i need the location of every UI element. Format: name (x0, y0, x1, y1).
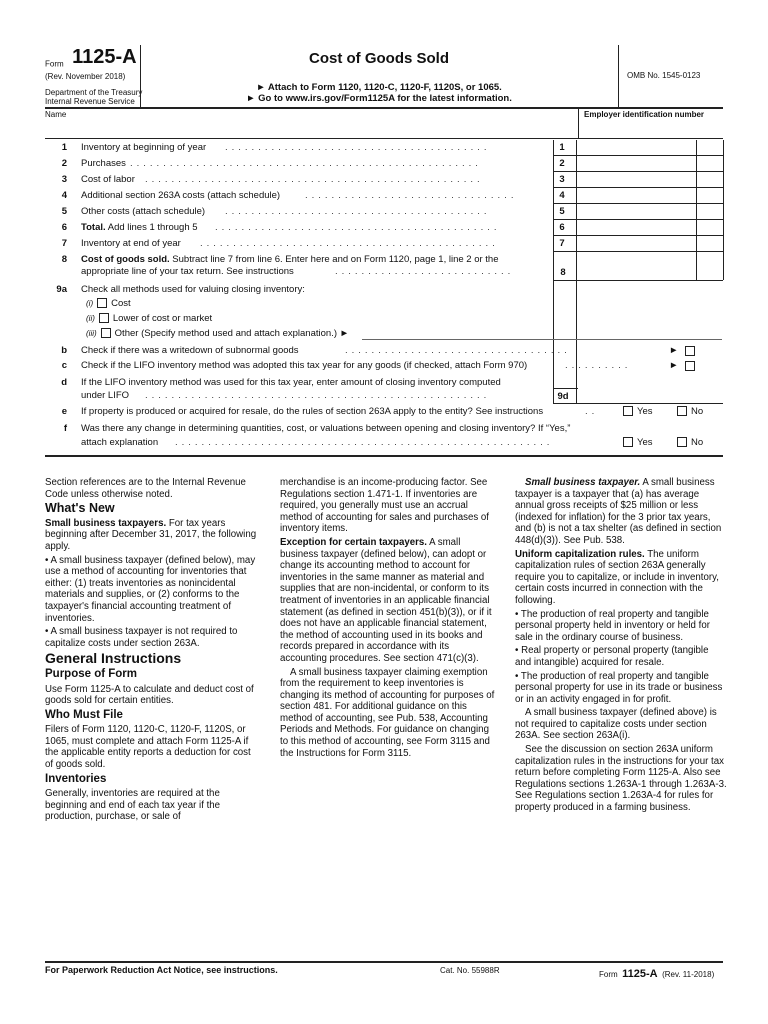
yes-checkbox[interactable] (623, 406, 633, 416)
lower-cost-market-checkbox[interactable] (99, 313, 109, 323)
heading-whats-new: What's New (45, 501, 115, 516)
footer-form-id: Form 1125-A (Rev. 11-2018) (599, 968, 715, 980)
line-9d-amount[interactable] (578, 389, 697, 403)
heading-inventories: Inventories (45, 772, 107, 785)
cost-checkbox[interactable] (97, 298, 107, 308)
option-lower-cost-market[interactable]: (ii) Lower of cost or market (86, 313, 213, 324)
name-field[interactable] (45, 120, 577, 138)
line-2-amount[interactable] (578, 157, 697, 171)
line-1: 1 Inventory at beginning of year ........................................ 1 (61, 142, 565, 153)
catalog-number: Cat. No. 55988R (440, 966, 500, 975)
line-1-amount[interactable] (578, 141, 697, 155)
paperwork-notice: For Paperwork Reduction Act Notice, see instructions. (45, 965, 278, 975)
form-number: 1125-A (72, 46, 137, 68)
heading-who-must-file: Who Must File (45, 708, 123, 721)
department: Department of the Treasury (45, 88, 143, 97)
website-instruction[interactable]: ► Go to www.irs.gov/Form1125A for the latest information. (246, 93, 512, 104)
line-2: 2 Purchases ..................................................... 2 (61, 158, 565, 169)
yes-checkbox[interactable] (623, 437, 633, 447)
omb-number: OMB No. 1545-0123 (627, 71, 701, 80)
yes-option-9f[interactable]: Yes (623, 436, 653, 449)
no-option-9f[interactable]: No (677, 436, 703, 449)
instructions-column-3: Small business taxpayer. A small business taxpayer is a taxpayer that (a) has average annual gross receipts of $25 million or less (indexed for inflation) for the 3 prior tax years, and (b) is not a tax shelter (as defined in section 448(d)(3)). See Pub. 538. Uniform capitalization rules. The uniform capitalization rules of section 263A generally require you to capitalize, or include in inventory, certain costs incurred in connection with the following. • The production of real property and tangible personal property held in inventory or held for sale in the ordinary course of business. • Real property or personal property (tangible and intangible) acquired for resale. • The production of real property and tangible personal property for use in its trade or business or in an activity engaged in for profit. A small business taxpayer (defined above) is not required to capitalize costs under section 263A. See section 263A(i). See the discussion on section 263A uniform capitalization rules in the instructions for your tax return before completing Form 1125-A. Also see Regulations sections 1.263A-1 through 1.263A-3. See Regulations section 1.263A-4 for rules for property produced in a farming business. (515, 477, 727, 814)
lifo-adopted-checkbox[interactable] (685, 361, 695, 371)
form-revision: (Rev. November 2018) (45, 72, 126, 81)
instructions-column-2: merchandise is an income-producing factor. See Regulations section 1.471-1. If inventories are required, you generally must use an accrual method of accounting for sales and purchases of inventory items. Exception for certain taxpayers. A small business taxpayer (defined below), can adopt or change its accounting method to account for inventories in the same manner as material and supplies that are non-incidental, or conform to its treatment of inventories in an applicable financial statement (as defined in section 451(b)(3)), or if it does not have an applicable financial statement, the method of accounting used in its books and records prepared in accordance with its accounting procedures. See section 471(c)(3). A small business taxpayer claiming exemption from the requirement to keep inventories is changing its method of accounting for purposes of section 481. For additional guidance on this method of accounting, see Pub. 538, Accounting Periods and Methods. For guidance on changing to this method of accounting, see Form 3115 and the Instructions for Form 3115. (280, 477, 495, 759)
line-9c: c Check if the LIFO inventory method was adopted this tax year for any goods (if checked, attach Form 970) .......... ► (45, 358, 765, 373)
no-checkbox[interactable] (677, 437, 687, 447)
instructions-column-1: Section references are to the Internal Revenue Code unless otherwise noted. What's New Small business taxpayers. For tax years beginning after December 31, 2017, the following apply. • A small business taxpayer (defined below), may use a method of accounting for inventories that either: (1) treats inventories as nonincidental materials and supplies, or (2) conforms to the taxpayer's financial accounting treatment of inventories. • A small business taxpayer is not required to capitalize costs under section 263A. General Instructions Purpose of Form Use Form 1125-A to calculate and deduct cost of goods sold for certain entities. Who Must File Filers of Form 1120, 1120-C, 1120-F, 1120S, or 1065, must complete and attach Form 1125-A if the applicable entity reports a deduction for cost of goods sold. Inventories Generally, inventories are required at the beginning and end of each tax year if the production, purchase, or sale of (45, 477, 260, 825)
form-word: Form (45, 59, 64, 69)
ein-label: Employer identification number (584, 110, 705, 119)
option-other[interactable]: (iii) Other (Specify method used and attach explanation.) ► (86, 328, 350, 339)
name-label: Name (45, 110, 67, 119)
line-9e: e If property is produced or acquired for resale, do the rules of section 263A apply to the entity? See instructions .. Yes No (61, 406, 704, 417)
line-5: 5 Other costs (attach schedule) ........................................ 5 (61, 206, 565, 217)
line-7-amount[interactable] (578, 237, 697, 251)
line-4-amount[interactable] (578, 189, 697, 203)
option-cost[interactable]: (i) Cost (86, 298, 131, 309)
line-6-amount[interactable] (578, 221, 697, 235)
writedown-checkbox[interactable] (685, 346, 695, 356)
yes-option-9e[interactable]: Yes (623, 404, 653, 419)
no-checkbox[interactable] (677, 406, 687, 416)
form-number-block (45, 46, 145, 69)
attach-instruction: ► Attach to Form 1120, 1120-C, 1120-F, 1120S, or 1065. (256, 82, 502, 93)
no-option-9e[interactable]: No (677, 404, 703, 419)
line-6: 6 Total. Add lines 1 through 5 ........................................... 6 (61, 222, 565, 233)
heading-purpose: Purpose of Form (45, 667, 138, 680)
other-method-checkbox[interactable] (101, 328, 111, 338)
line-7: 7 Inventory at end of year ............................................. 7 (61, 238, 565, 249)
line-8-amount[interactable] (578, 263, 697, 279)
line-3: 3 Cost of labor ................................................... 3 (61, 174, 565, 185)
line-9b: b Check if there was a writedown of subnormal goods .................................. ► (45, 343, 765, 358)
line-8: 8 Cost of goods sold. Subtract line 7 from line 6. Enter here and on Form 1120, page 1, line 2 or the appropriate line of your tax return. See instructions ........................... 8 (61, 254, 566, 278)
form-title: Cost of Goods Sold (309, 50, 449, 67)
line-5-amount[interactable] (578, 205, 697, 219)
heading-general-instructions: General Instructions (45, 650, 182, 667)
ein-field[interactable] (582, 120, 724, 138)
line-3-amount[interactable] (578, 173, 697, 187)
intro-text: Section references are to the Internal Revenue Code unless otherwise noted. (45, 477, 246, 500)
agency: Internal Revenue Service (45, 97, 135, 106)
line-4: 4 Additional section 263A costs (attach schedule) ................................ 4 (61, 190, 565, 201)
